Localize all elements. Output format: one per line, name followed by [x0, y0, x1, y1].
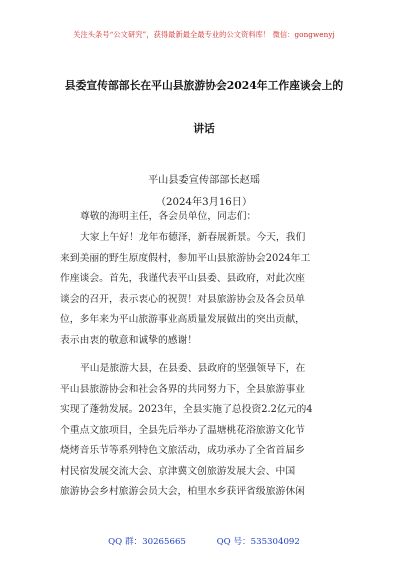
paragraph-line: 烧烤音乐节等系列特色文旅活动，成功承办了全省首届乡: [60, 445, 305, 456]
paragraph-line: 位，多年来为平山旅游事业高质量发展做出的突出贡献，: [60, 314, 305, 325]
paragraph-line: 平山是旅游大县，在县委、县政府的坚强领导下，在: [80, 363, 306, 374]
paragraph-line: 表示由衷的敬意和诚挚的感谢！: [60, 334, 198, 346]
salutation: 尊敬的海明主任，各会员单位，同志们：: [80, 211, 257, 222]
paragraph-line: 个重点文旅项目，全县先后举办了温塘桃花浴旅游文化节: [60, 424, 305, 436]
paragraph-line: 旅游协会乡村旅游会员大会，柏里水乡获评省级旅游休闲: [60, 486, 305, 497]
speaker-byline: 平山县委宣传部部长赵瑶: [147, 175, 261, 186]
document-title-continuation: 讲话: [193, 122, 215, 135]
paragraph-line: 实现了蓬勃发展。2023年，全县实施了总投资2.2亿元的4: [60, 404, 313, 415]
paragraph-line: 平山县旅游协会和社会各界的共同努力下，全县旅游事业: [60, 383, 305, 395]
paragraph-tourism-achievements: [60, 359, 356, 503]
paragraph-opening: [60, 228, 356, 351]
qq-number-label: QQ 号：535304092: [216, 537, 300, 547]
speech-date: （2024年3月16日）: [155, 197, 253, 208]
footer-contacts: [0, 535, 408, 547]
paragraph-line: 作座谈会。首先，我谨代表平山县委、县政府，对此次座: [60, 273, 305, 284]
paragraph-line: 村民宿发展交流大会、京津冀文创旅游发展大会、中国: [60, 465, 296, 477]
header-banner: 关注头条号“公文研究”，获得最新最全最专业的公文资料库！ 微信：gongwenyj: [73, 30, 335, 39]
document-title: 县委宣传部部长在平山县旅游协会2024年工作座谈会上的: [64, 79, 344, 92]
qq-group-label: QQ 群：30265665: [108, 537, 186, 547]
paragraph-line: 谈会的召开，表示衷心的祝贺！对县旅游协会及各会员单: [60, 293, 305, 305]
paragraph-line: 来到美丽的野生原度假村，参加平山县旅游协会2024年工: [60, 252, 311, 264]
paragraph-line: 大家上午好！龙年布德泽，新春展新景。今天，我们: [80, 232, 306, 243]
